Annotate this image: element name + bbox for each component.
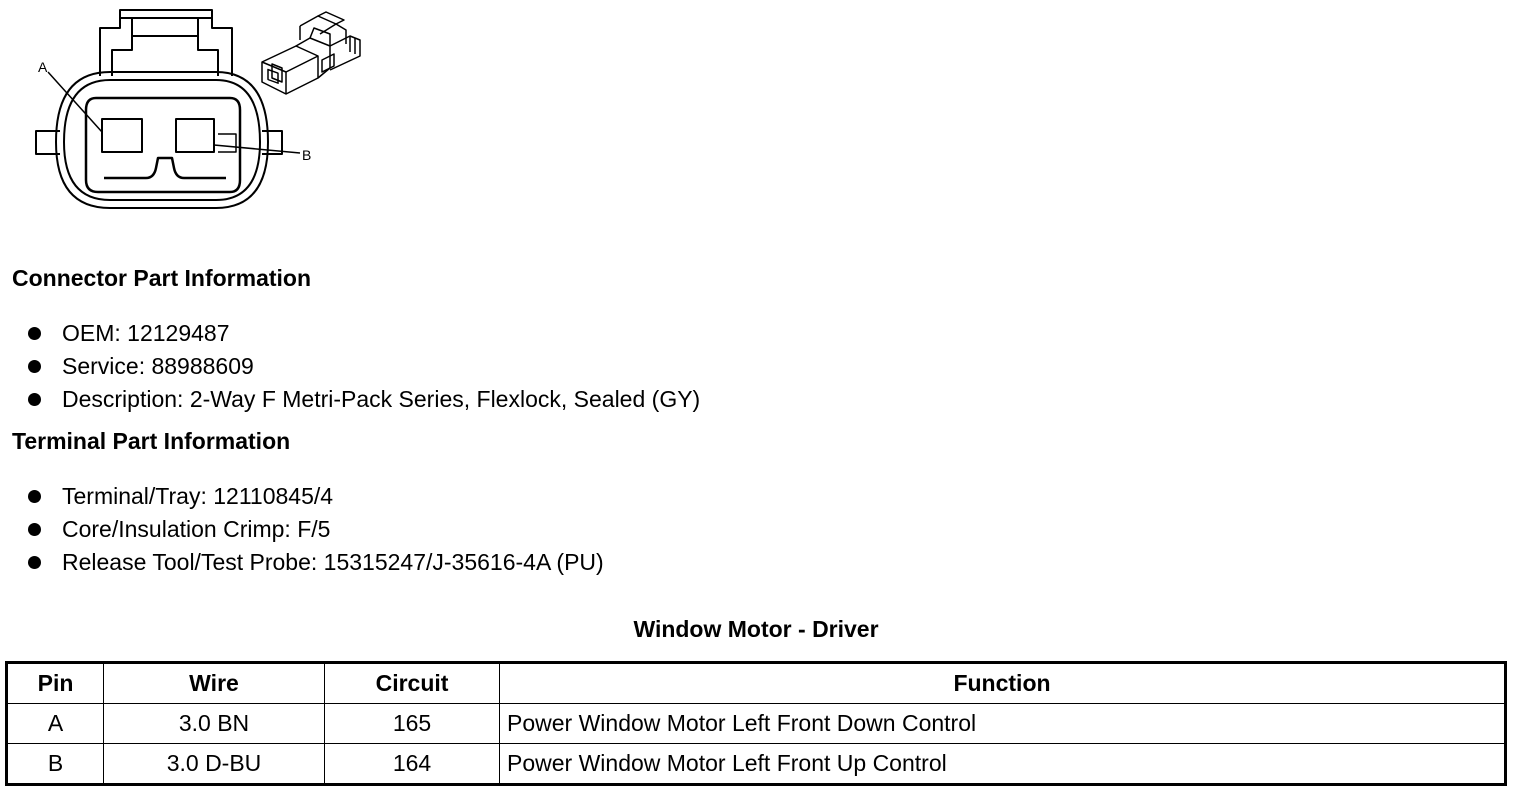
cell-function: Power Window Motor Left Front Up Control bbox=[500, 744, 1506, 785]
pinout-table bbox=[5, 661, 1507, 786]
list-item bbox=[28, 317, 700, 350]
bullet-icon bbox=[28, 523, 41, 536]
cell-circuit: 164 bbox=[325, 744, 500, 785]
list-item-text: Core/Insulation Crimp: F/5 bbox=[62, 516, 331, 542]
cell-wire: 3.0 BN bbox=[104, 704, 325, 744]
table-header-row bbox=[7, 663, 1506, 704]
table-row bbox=[7, 704, 1506, 744]
column-header-pin: Pin bbox=[7, 663, 104, 704]
cell-wire: 3.0 D-BU bbox=[104, 744, 325, 785]
list-item bbox=[28, 546, 604, 579]
table-row bbox=[7, 744, 1506, 785]
list-item-text: Description: 2-Way F Metri-Pack Series, Flexlock, Sealed (GY) bbox=[62, 386, 701, 412]
bullet-icon bbox=[28, 360, 41, 373]
connector-part-info-list bbox=[28, 317, 700, 416]
bullet-icon bbox=[28, 393, 41, 406]
list-item-text: Release Tool/Test Probe: 15315247/J-35616-4A (PU) bbox=[62, 549, 604, 575]
column-header-circuit: Circuit bbox=[325, 663, 500, 704]
terminal-part-info-list bbox=[28, 480, 604, 579]
cell-pin: A bbox=[7, 704, 104, 744]
connector-part-info-heading: Connector Part Information bbox=[12, 265, 312, 291]
list-item bbox=[28, 480, 604, 513]
pin-b-cavity bbox=[176, 119, 214, 152]
pin-b-label: B bbox=[302, 147, 312, 163]
bullet-icon bbox=[28, 490, 41, 503]
list-item-text: Terminal/Tray: 12110845/4 bbox=[62, 483, 334, 509]
list-item bbox=[28, 350, 700, 383]
connector-isometric-view bbox=[262, 12, 360, 94]
cell-pin: B bbox=[7, 744, 104, 785]
cell-function: Power Window Motor Left Front Down Control bbox=[500, 704, 1506, 744]
list-item-text: OEM: 12129487 bbox=[62, 320, 230, 346]
terminal-part-info-heading: Terminal Part Information bbox=[12, 428, 291, 454]
list-item-text: Service: 88988609 bbox=[62, 353, 254, 379]
pin-a-label: A bbox=[38, 59, 48, 75]
list-item bbox=[28, 383, 700, 416]
connector-key-notch bbox=[104, 158, 226, 178]
pin-a-leader-line bbox=[48, 72, 102, 132]
column-header-function: Function bbox=[500, 663, 1506, 704]
bullet-icon bbox=[28, 327, 41, 340]
table-title: Window Motor - Driver bbox=[633, 616, 879, 642]
pin-a-cavity bbox=[102, 119, 142, 152]
connector-latch bbox=[100, 10, 232, 76]
list-item bbox=[28, 513, 604, 546]
bullet-icon bbox=[28, 556, 41, 569]
column-header-wire: Wire bbox=[104, 663, 325, 704]
connector-face-diagram bbox=[0, 0, 380, 225]
cell-circuit: 165 bbox=[325, 704, 500, 744]
